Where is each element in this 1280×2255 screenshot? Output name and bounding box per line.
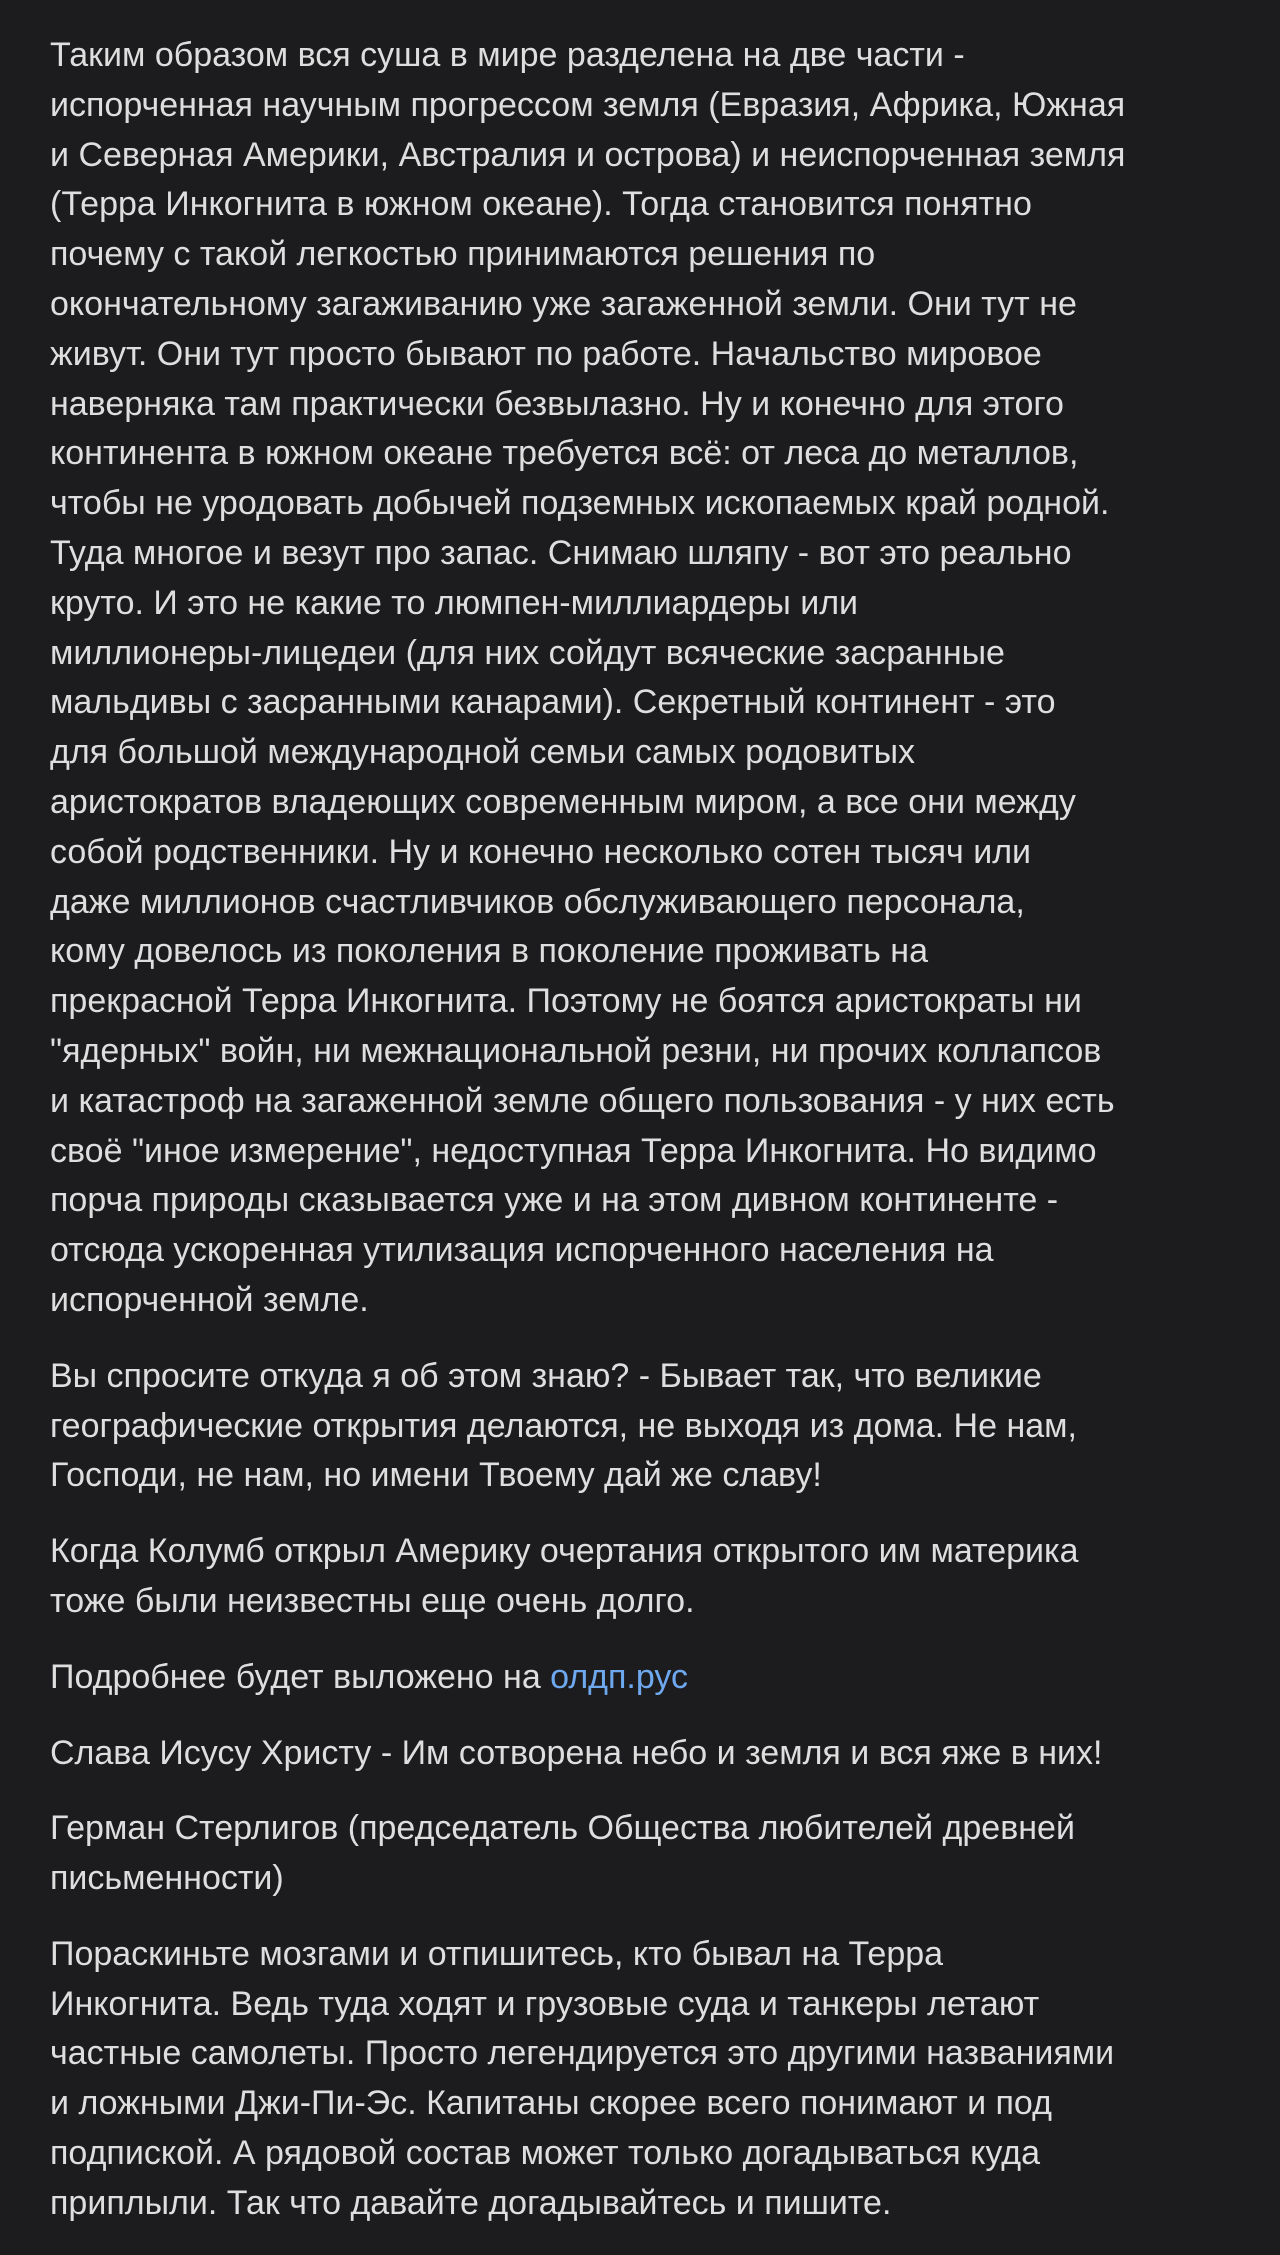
paragraph-more-info	[50, 1653, 1250, 1703]
oldp-link[interactable]: олдп.рус	[550, 1657, 689, 1696]
paragraph-call-to-action: Пораскиньте мозгами и отпишитесь, кто бывал на Терра Инкогнита. Ведь туда ходят и грузовые суда и танкеры летают частные самолеты. Просто легендируется это другими названиями и ложными Джи-Пи-Эс. Капитаны скорее всего понимают и под подпиской. А рядовой состав может только догадываться куда приплыли. Так что давайте догадывайтесь и пишите.	[50, 1934, 1115, 2222]
post-body	[50, 31, 1250, 2255]
paragraph-terra-incognita: Таким образом вся суша в мире разделена на две части - испорченная научным прогрессом земля (Евразия, Африка, Южная и Северная Америки, Австралия и острова) и неиспорченная земля (Терра Инкогнита в южном океане). Тогда становится понятно почему с такой легкостью принимаются решения по окончательному загаживанию уже загаженной земли. Они тут не живут. Они тут просто бывают по работе. Начальство мировое наверняка там практически безвылазно. Ну и конечно для этого континента в южном океане требуется всё: от леса до металлов, чтобы не уродовать добычей подземных ископаемых край родной. Туда многое и везут про запас. Снимаю шляпу - вот это реально круто. И это не какие то люмпен-миллиардеры или миллионеры-лицедеи (для них сойдут всяческие засранные мальдивы с засранными канарами). Секретный континент - это для большой международной семьи самых родовитых аристократов владеющих современным миром, а все они между собой родственники. Ну и конечно несколько сотен тысяч или даже миллионов счастливчиков обслуживающего персонала, кому довелось из поколения в поколение проживать на прекрасной Терра Инкогнита. Поэтому не боятся аристократы ни "ядерных" войн, ни межнациональной резни, ни прочих коллапсов и катастроф на загаженной земле общего пользования - у них есть своё "иное измерение", недоступная Терра Инкогнита. Но видимо порча природы сказывается уже и на этом дивном континенте - отсюда ускоренная утилизация испорченного населения на испорченной земле.	[50, 36, 1126, 1319]
paragraph-columbus: Когда Колумб открыл Америку очертания открытого им материка тоже были неизвестны еще очень долго.	[50, 1532, 1079, 1620]
more-info-text: Подробнее будет выложено на	[50, 1657, 551, 1696]
paragraph-discoveries: Вы спросите откуда я об этом знаю? - Бывает так, что великие географические открытия делаются, не выходя из дома. Не нам, Господи, не нам, но имени Твоему дай же славу!	[50, 1356, 1077, 1495]
paragraph-signature: Герман Стерлигов (председатель Общества любителей древней письменности)	[50, 1809, 1075, 1898]
paragraph-glory: Слава Исусу Христу - Им сотворена небо и земля и вся яже в них!	[50, 1733, 1103, 1772]
